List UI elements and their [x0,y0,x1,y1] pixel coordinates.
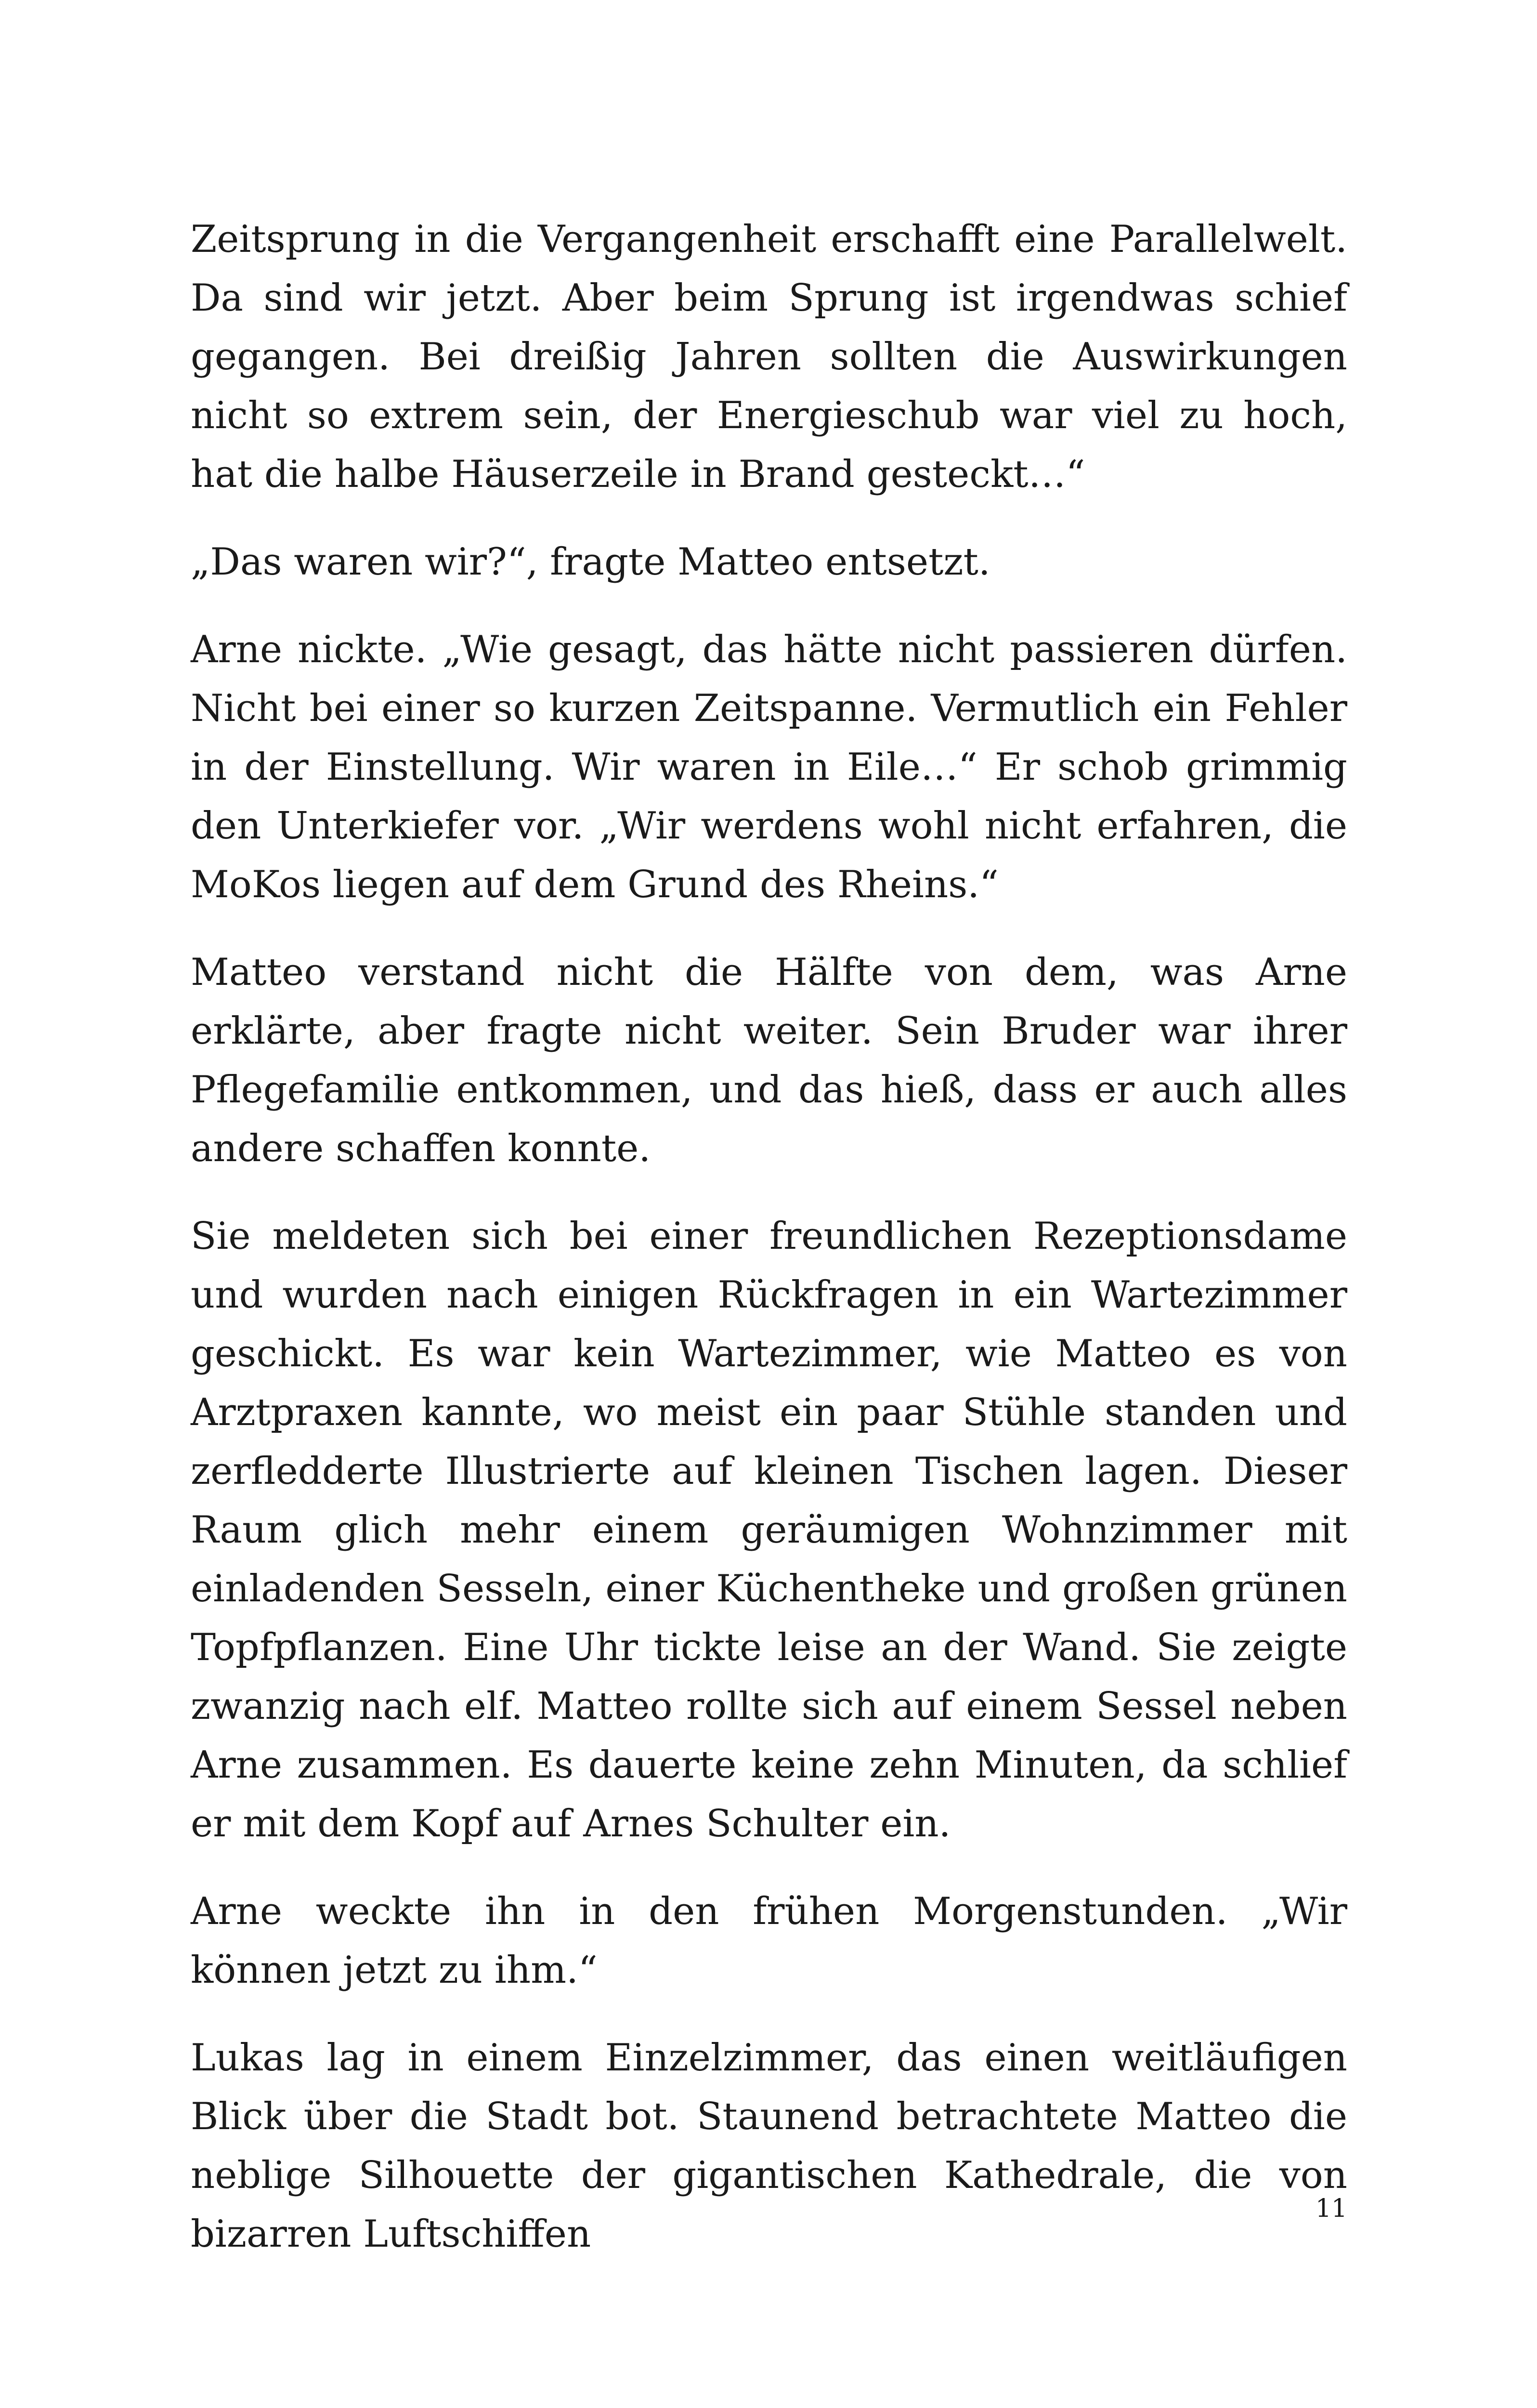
page-number: 11 [1315,2194,1347,2223]
paragraph-5: Sie meldeten sich bei einer freundlichen Rezeptionsdame und wurden nach einigen Rückfragen in ein Wartezimmer geschickt. Es war kein Wartezimmer, wie Matteo es von Arztpraxen kannte, wo meist ein paar Stühle standen und zerfledderte Illustrierte auf kleinen Tischen lagen. Dieser Raum glich mehr einem geräumigen Wohnzimmer mit einladenden Sesseln, einer Küchentheke und großen grünen Topfpflanzen. Eine Uhr tickte leise an der Wand. Sie zeigte zwanzig nach elf. Matteo rollte sich auf einem Sessel neben Arne zusammen. Es dauerte keine zehn Minuten, da schlief er mit dem Kopf auf Arnes Schulter ein. [191,1215,1347,1845]
body-text [191,210,1347,2292]
paragraph-7: Lukas lag in einem Einzelzimmer, das einen weitläufigen Blick über die Stadt bot. Staunend betrachtete Matteo die neblige Silhouette der gigantischen Kathedrale, die von bizarren Luftschiffen [191,2036,1347,2256]
paragraph-6: Arne weckte ihn in den frühen Morgenstunden. „Wir können jetzt zu ihm.“ [191,1890,1347,1992]
paragraph-3: Arne nickte. „Wie gesagt, das hätte nicht passieren dürfen. Nicht bei einer so kurzen Zeitspanne. Vermutlich ein Fehler in der Einstellung. Wir waren in Eile…“ Er schob grimmig den Unterkiefer vor. „Wir werdens wohl nicht erfahren, die MoKos liegen auf dem Grund des Rheins.“ [191,628,1347,906]
paragraph-2: „Das waren wir?“, fragte Matteo entsetzt. [191,540,990,584]
paragraph-4: Matteo verstand nicht die Hälfte von dem, was Arne erklärte, aber fragte nicht weiter. Sein Bruder war ihrer Pflegefamilie entkommen, und das hieß, dass er auch alles andere schaffen konnte. [191,951,1347,1170]
paragraph-1: Zeitsprung in die Vergangenheit erschafft eine Parallelwelt. Da sind wir jetzt. Aber beim Sprung ist irgendwas schief gegangen. Bei dreißig Jahren sollten die Auswirkungen nicht so extrem sein, der Energieschub war viel zu hoch, hat die halbe Häuserzeile in Brand gesteckt…“ [191,218,1347,496]
